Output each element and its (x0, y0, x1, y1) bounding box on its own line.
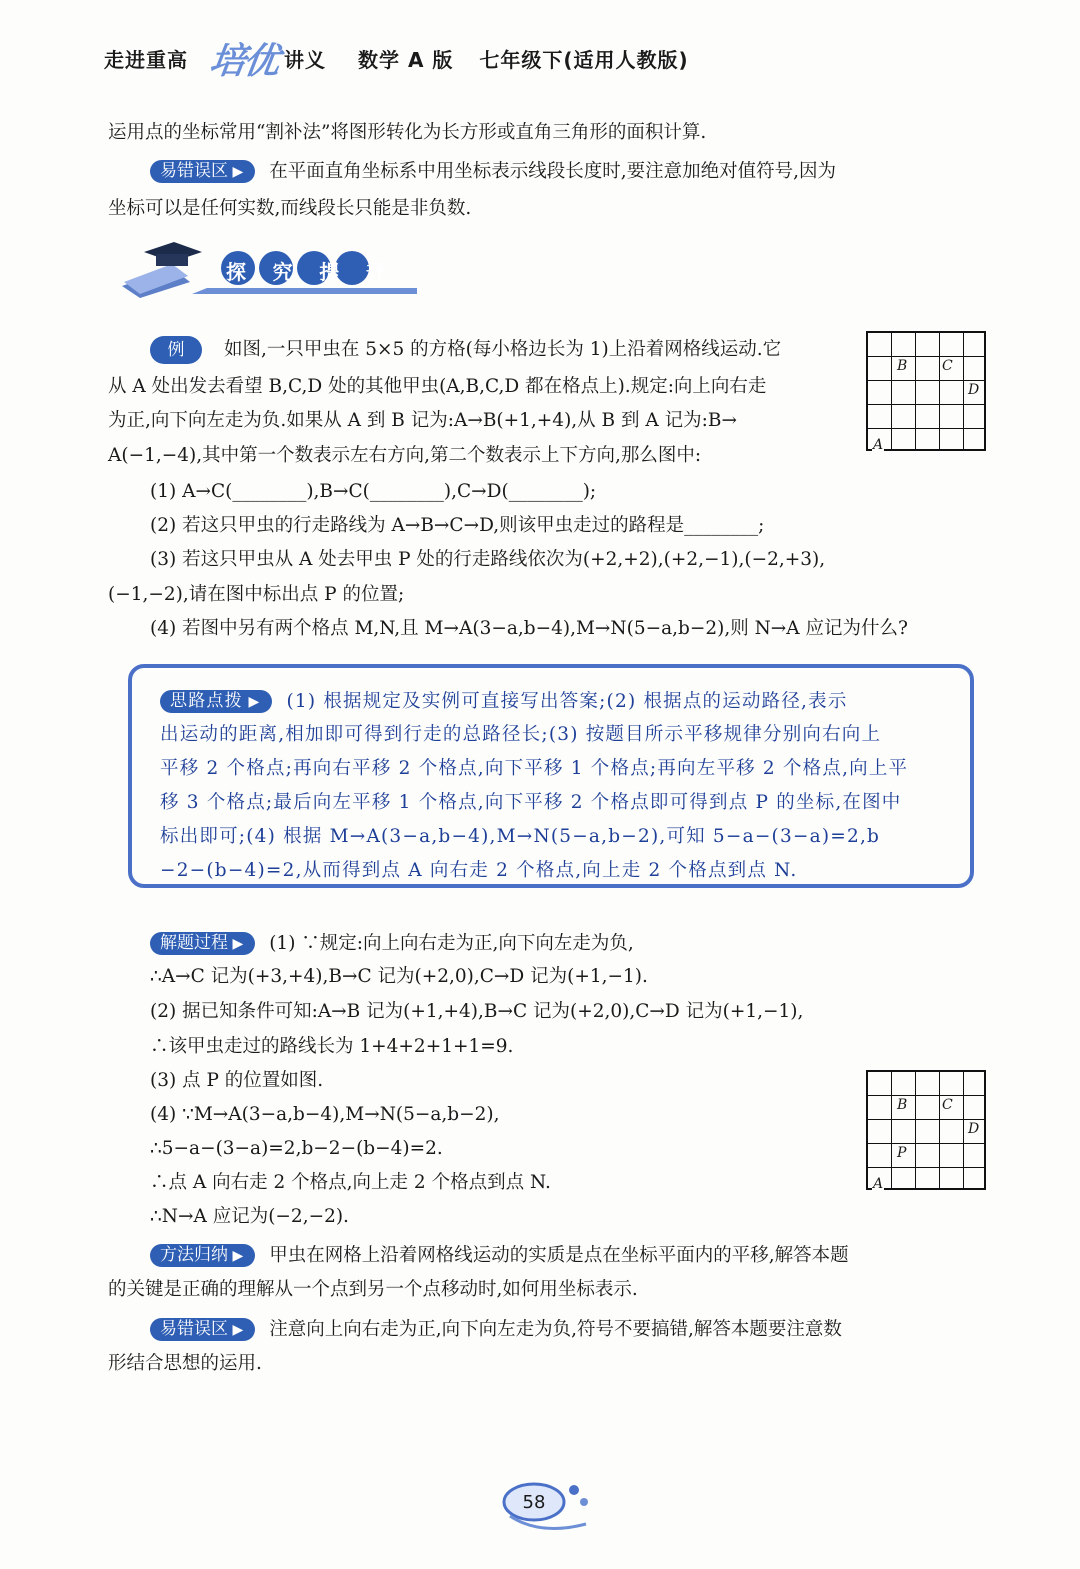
pitfall-badge: 易错误区 ▶ (150, 160, 255, 183)
grid2-label-c: C (942, 1097, 953, 1113)
grid1-label-b: B (897, 358, 908, 374)
solution-line-2: ∴A→C 记为(+3,+4),B→C 记为(+2,0),C→D 记为(+1,−1). (150, 966, 648, 987)
example-line-1: 例 如图,一只甲虫在 5×5 的方格(每小格边长为 1)上沿着网格线运动.它 (150, 336, 781, 364)
header-subject: 数学 A 版 (358, 47, 454, 72)
hint-box (128, 664, 974, 888)
grid2-label-p: P (897, 1145, 907, 1161)
section-title: 探 究 提 升 (226, 260, 386, 284)
header-grade: 七年级下(适用人教版) (479, 47, 689, 72)
grid1-label-a: A (873, 437, 884, 453)
hint-line-2: 出运动的距离,相加即可得到行走的总路径长;(3) 按题目所示平移规律分别向右向上 (160, 724, 882, 745)
pitfall-line-2: 坐标可以是任何实数,而线段长只能是非负数. (108, 198, 472, 219)
pitfall2-line-2: 形结合思想的运用. (108, 1353, 262, 1374)
grid1-label-c: C (942, 358, 953, 374)
header-handout: 讲义 (284, 47, 327, 72)
hint-line-5: 标出即可;(4) 根据 M→A(3−a,b−4),M→N(5−a,b−2),可知 5−a−(3−a)=2,b (160, 826, 881, 847)
pitfall-line-1: 易错误区 ▶ 在平面直角坐标系中用坐标表示线段长度时,要注意加绝对值符号,因为 (150, 160, 836, 183)
grid2-label-b: B (897, 1097, 908, 1113)
method-line-1: 方法归纳 ▶ 甲虫在网格上沿着网格线运动的实质是点在坐标平面内的平移,解答本题 (150, 1244, 849, 1267)
grid-figure-2 (866, 1070, 986, 1190)
solution-line-6: (4) ∵M→A(3−a,b−4),M→N(5−a,b−2), (150, 1104, 500, 1125)
grid-figure-1 (866, 331, 986, 451)
header-logo: 培优 (206, 39, 281, 82)
example-line-4: A(−1,−4),其中第一个数表示左右方向,第二个数表示上下方向,那么图中: (108, 445, 702, 466)
solution-line-9: ∴N→A 应记为(−2,−2). (150, 1206, 349, 1227)
question-4: (4) 若图中另有两个格点 M,N,且 M→A(3−a,b−4),M→N(5−a,b−2),则 N→A 应记为什么? (150, 618, 908, 639)
hint-line-3: 平移 2 个格点;再向右平移 2 个格点,向下平移 1 个格点;再向左平移 2 个格点,向上平 (160, 758, 909, 779)
solution-badge: 解题过程 ▶ (150, 932, 255, 955)
solution-line-5: (3) 点 P 的位置如图. (150, 1070, 324, 1091)
hint-badge: 思路点拨 ▶ (160, 690, 272, 713)
example-badge: 例 (150, 336, 202, 364)
intro-line: 运用点的坐标常用“割补法”将图形转化为长方形或直角三角形的面积计算. (108, 122, 707, 143)
solution-line-8: ∴点 A 向右走 2 个格点,向上走 2 个格点到点 N. (150, 1172, 551, 1193)
hint-line-6: −2−(b−4)=2,从而得到点 A 向右走 2 个格点,向上走 2 个格点到点 N. (160, 860, 798, 881)
page-header (104, 38, 689, 82)
page-number: 58 (522, 1492, 546, 1513)
grid2-label-a: A (873, 1176, 884, 1192)
method-line-2: 的关键是正确的理解从一个点到另一个点移动时,如何用坐标表示. (108, 1279, 638, 1300)
example-line-2: 从 A 处出发去看望 B,C,D 处的其他甲虫(A,B,C,D 都在格点上).规定:向上向右走 (108, 376, 767, 397)
pitfall2-line-1: 易错误区 ▶ 注意向上向右走为正,向下向左走为负,符号不要搞错,解答本题要注意数 (150, 1318, 842, 1341)
hint-line-1: 思路点拨 ▶ (1) 根据规定及实例可直接写出答案;(2) 根据点的运动路径,表示 (160, 690, 848, 713)
solution-line-7: ∴5−a−(3−a)=2,b−2−(b−4)=2. (150, 1138, 443, 1159)
pitfall2-badge: 易错误区 ▶ (150, 1318, 255, 1341)
flower-icon (569, 1485, 579, 1495)
solution-line-3: (2) 据已知条件可知:A→B 记为(+1,+4),B→C 记为(+2,0),C→D 记为(+1,−1), (150, 1001, 804, 1022)
hint-line-4: 移 3 个格点;最后向左平移 1 个格点,向下平移 2 个格点即可得到点 P 的坐标,在图中 (160, 792, 902, 813)
method-badge: 方法归纳 ▶ (150, 1244, 255, 1267)
question-2: (2) 若这只甲虫的行走路线为 A→B→C→D,则该甲虫走过的路程是________; (150, 515, 765, 536)
solution-line-1: 解题过程 ▶ (1) ∵规定:向上向右走为正,向下向左走为负, (150, 932, 634, 955)
header-series: 走进重高 (104, 47, 188, 72)
question-1: (1) A→C(________),B→C(________),C→D(________); (150, 481, 597, 502)
solution-line-4: ∴该甲虫走过的路线长为 1+4+2+1+1=9. (150, 1036, 514, 1057)
grid2-label-d: D (968, 1121, 980, 1137)
example-line-3: 为正,向下向左走为负.如果从 A 到 B 记为:A→B(+1,+4),从 B 到 A 记为:B→ (108, 410, 737, 431)
question-3b: (−1,−2),请在图中标出点 P 的位置; (108, 584, 405, 605)
grid1-label-d: D (968, 382, 980, 398)
question-3a: (3) 若这只甲虫从 A 处去甲虫 P 处的行走路线依次为(+2,+2),(+2,−1),(−2,+3), (150, 549, 826, 570)
